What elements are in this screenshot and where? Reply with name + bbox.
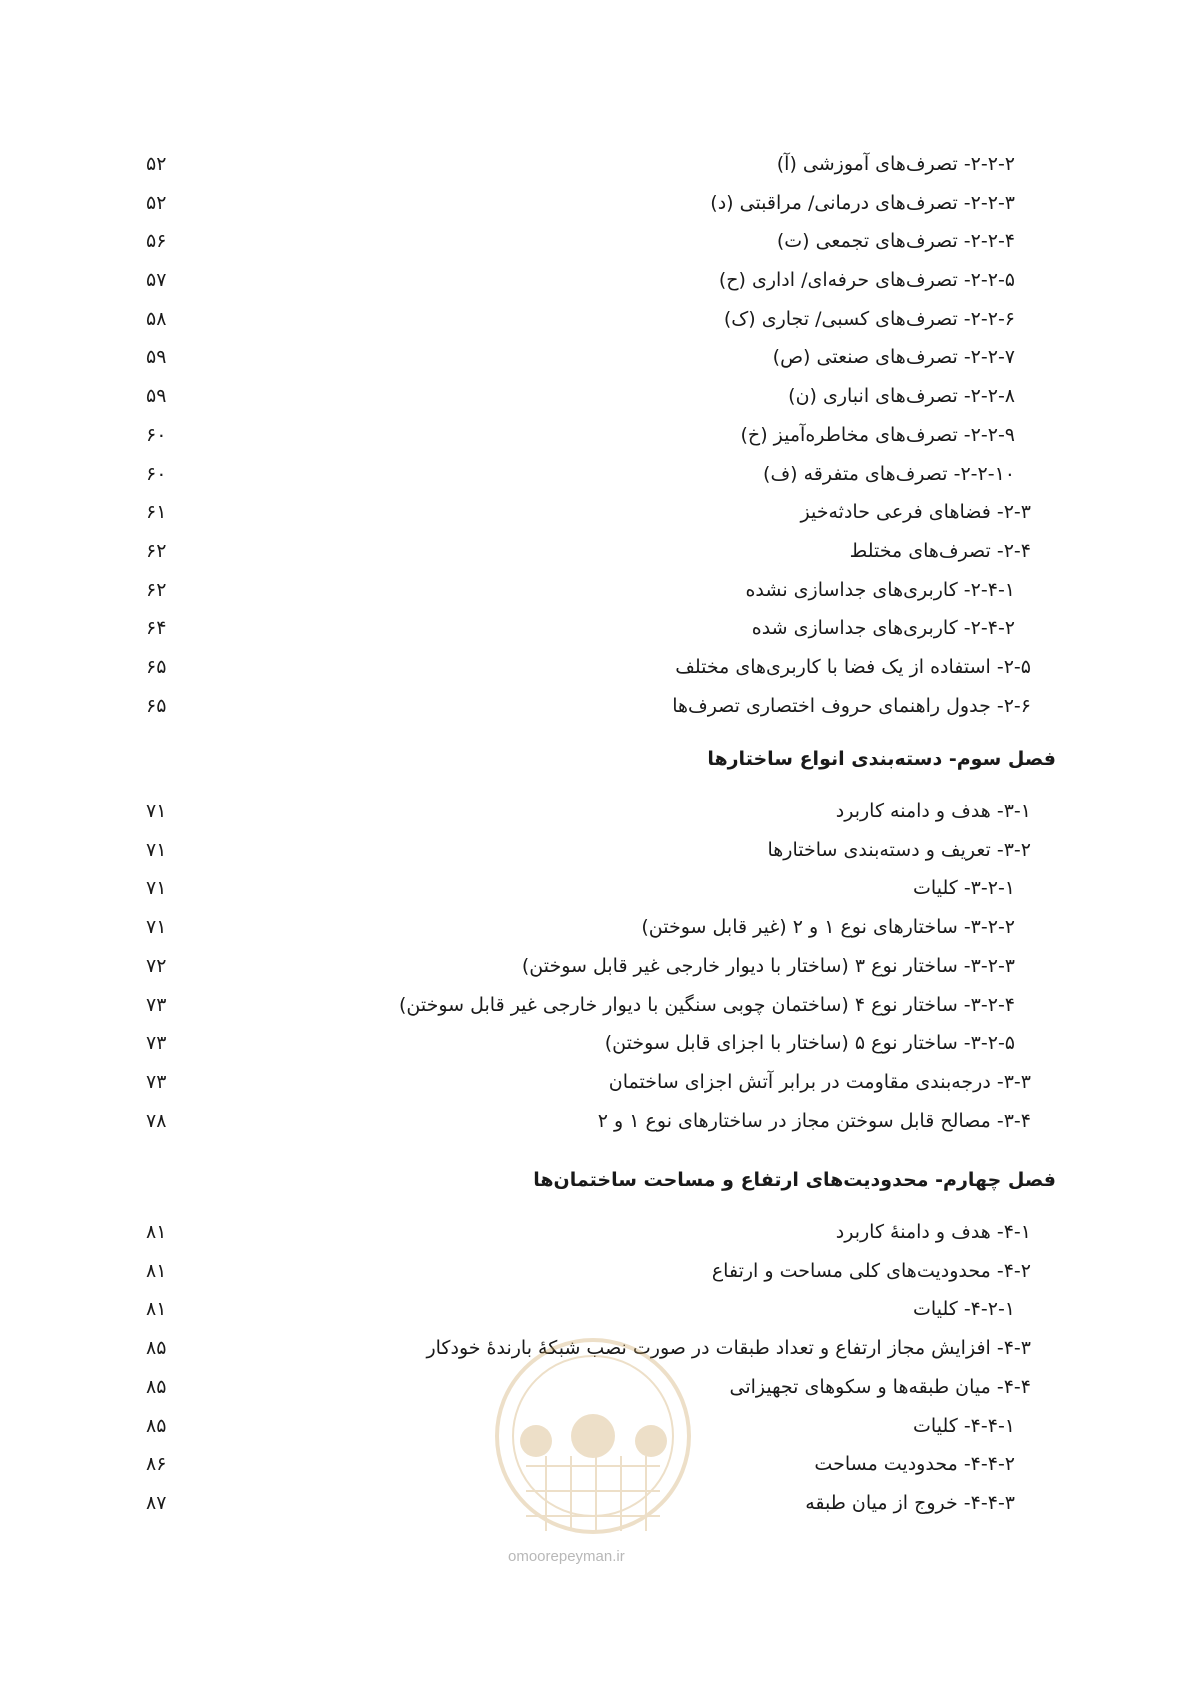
toc-entry-title: ۲-۲-۹- تصرف‌های مخاطره‌آمیز (خ) bbox=[740, 424, 1015, 446]
toc-entry-title: ۴-۴-۲- محدودیت مساحت bbox=[814, 1453, 1015, 1475]
toc-entry-page-number: ۶۴ bbox=[146, 617, 167, 639]
toc-entry-page-number: ۵۶ bbox=[146, 230, 167, 252]
toc-entry-title: ۳-۴- مصالح قابل سوختن مجاز در ساختارهای نوع ۱ و ۲ bbox=[597, 1110, 1031, 1132]
toc-entry-title: ۲-۲-۷- تصرف‌های صنعتی (ص) bbox=[772, 346, 1015, 368]
toc-entry-page-number: ۸۵ bbox=[146, 1337, 167, 1359]
watermark-logo-icon bbox=[486, 1316, 701, 1566]
toc-entry-title: ۲-۲-۶- تصرف‌های کسبی/ تجاری (ک) bbox=[723, 308, 1015, 330]
toc-entry-page-number: ۵۸ bbox=[146, 308, 167, 330]
toc-entry-page-number: ۸۱ bbox=[146, 1298, 167, 1320]
toc-entry-page-number: ۶۵ bbox=[146, 695, 167, 717]
toc-entry-page-number: ۶۰ bbox=[146, 463, 167, 485]
toc-entry-title: ۳-۳- درجه‌بندی مقاومت در برابر آتش اجزای ساختمان bbox=[608, 1071, 1031, 1093]
toc-entry-title: ۲-۲-۱۰- تصرف‌های متفرقه (ف) bbox=[763, 463, 1015, 485]
toc-entry-title: ۲-۲-۸- تصرف‌های انباری (ن) bbox=[788, 385, 1015, 407]
chapter-title: فصل چهارم- محدودیت‌های ارتفاع و مساحت ساختمان‌ها bbox=[533, 1169, 1056, 1191]
toc-entry-page-number: ۵۷ bbox=[146, 269, 167, 291]
toc-entry-title: ۴-۴-۳- خروج از میان طبقه bbox=[805, 1492, 1015, 1514]
toc-entry-title: ۳-۲-۴- ساختار نوع ۴ (ساختمان چوبی سنگین با دیوار خارجی غیر قابل سوختن) bbox=[398, 994, 1015, 1016]
toc-entry-title: ۲-۴-۲- کاربری‌های جداسازی شده bbox=[751, 617, 1015, 639]
toc-entry-title: ۳-۲-۵- ساختار نوع ۵ (ساختار با اجزای قابل سوختن) bbox=[604, 1032, 1015, 1054]
toc-entry-title: ۲-۶- جدول راهنمای حروف اختصاری تصرف‌ها bbox=[672, 695, 1031, 717]
watermark-url: omoorepeyman.ir bbox=[508, 1548, 625, 1565]
toc-entry-page-number: ۶۰ bbox=[146, 424, 167, 446]
toc-entry-title: ۴-۴- میان طبقه‌ها و سکوهای تجهیزاتی bbox=[729, 1376, 1031, 1398]
toc-entry-title: ۲-۲-۵- تصرف‌های حرفه‌ای/ اداری (ح) bbox=[718, 269, 1015, 291]
toc-entry-page-number: ۷۱ bbox=[146, 916, 167, 938]
chapter-title: فصل سوم- دسته‌بندی انواع ساختارها bbox=[707, 748, 1056, 770]
toc-entry-page-number: ۷۳ bbox=[146, 1071, 167, 1093]
toc-entry-title: ۲-۲-۳- تصرف‌های درمانی/ مراقبتی (د) bbox=[710, 192, 1015, 214]
toc-entry-title: ۲-۳- فضاهای فرعی حادثه‌خیز bbox=[800, 501, 1031, 523]
toc-entry-title: ۴-۲- محدودیت‌های کلی مساحت و ارتفاع bbox=[711, 1260, 1031, 1282]
toc-entry-page-number: ۸۷ bbox=[146, 1492, 167, 1514]
toc-entry-title: ۴-۱- هدف و دامنهٔ کاربرد bbox=[835, 1221, 1031, 1243]
toc-entry-page-number: ۷۱ bbox=[146, 839, 167, 861]
toc-entry-page-number: ۷۱ bbox=[146, 800, 167, 822]
toc-entry-title: ۳-۲- تعریف و دسته‌بندی ساختارها bbox=[767, 839, 1031, 861]
toc-entry-page-number: ۷۲ bbox=[146, 955, 167, 977]
toc-entry-page-number: ۶۵ bbox=[146, 656, 167, 678]
toc-entry-title: ۴-۳- افزایش مجاز ارتفاع و تعداد طبقات در صورت نصب شبکهٔ بارندهٔ خودکار bbox=[426, 1337, 1031, 1359]
toc-entry-title: ۲-۲-۲- تصرف‌های آموزشی (آ) bbox=[776, 153, 1015, 175]
toc-entry-page-number: ۷۸ bbox=[146, 1110, 167, 1132]
toc-entry-page-number: ۶۲ bbox=[146, 540, 167, 562]
toc-entry-page-number: ۶۱ bbox=[146, 501, 167, 523]
toc-entry-title: ۳-۱- هدف و دامنه کاربرد bbox=[835, 800, 1031, 822]
toc-entry-page-number: ۸۵ bbox=[146, 1415, 167, 1437]
toc-entry-title: ۲-۵- استفاده از یک فضا با کاربری‌های مختلف bbox=[675, 656, 1031, 678]
toc-entry-title: ۳-۲-۳- ساختار نوع ۳ (ساختار با دیوار خارجی غیر قابل سوختن) bbox=[521, 955, 1015, 977]
toc-entry-page-number: ۵۲ bbox=[146, 192, 167, 214]
toc-entry-title: ۳-۲-۲- ساختارهای نوع ۱ و ۲ (غیر قابل سوختن) bbox=[641, 916, 1015, 938]
toc-entry-page-number: ۷۳ bbox=[146, 994, 167, 1016]
toc-entry-page-number: ۷۳ bbox=[146, 1032, 167, 1054]
toc-entry-page-number: ۸۵ bbox=[146, 1376, 167, 1398]
toc-entry-title: ۴-۲-۱- کلیات bbox=[913, 1298, 1015, 1320]
toc-entry-page-number: ۸۶ bbox=[146, 1453, 167, 1475]
toc-entry-page-number: ۷۱ bbox=[146, 877, 167, 899]
toc-entry-page-number: ۵۹ bbox=[146, 385, 167, 407]
toc-entry-page-number: ۵۹ bbox=[146, 346, 167, 368]
toc-entry-page-number: ۶۲ bbox=[146, 579, 167, 601]
toc-entry-page-number: ۸۱ bbox=[146, 1260, 167, 1282]
toc-entry-title: ۲-۴-۱- کاربری‌های جداسازی نشده bbox=[745, 579, 1015, 601]
toc-entry-title: ۲-۲-۴- تصرف‌های تجمعی (ت) bbox=[776, 230, 1015, 252]
toc-entry-title: ۴-۴-۱- کلیات bbox=[913, 1415, 1015, 1437]
toc-entry-page-number: ۵۲ bbox=[146, 153, 167, 175]
toc-entry-title: ۳-۲-۱- کلیات bbox=[913, 877, 1015, 899]
toc-entry-title: ۲-۴- تصرف‌های مختلط bbox=[849, 540, 1031, 562]
toc-entry-page-number: ۸۱ bbox=[146, 1221, 167, 1243]
